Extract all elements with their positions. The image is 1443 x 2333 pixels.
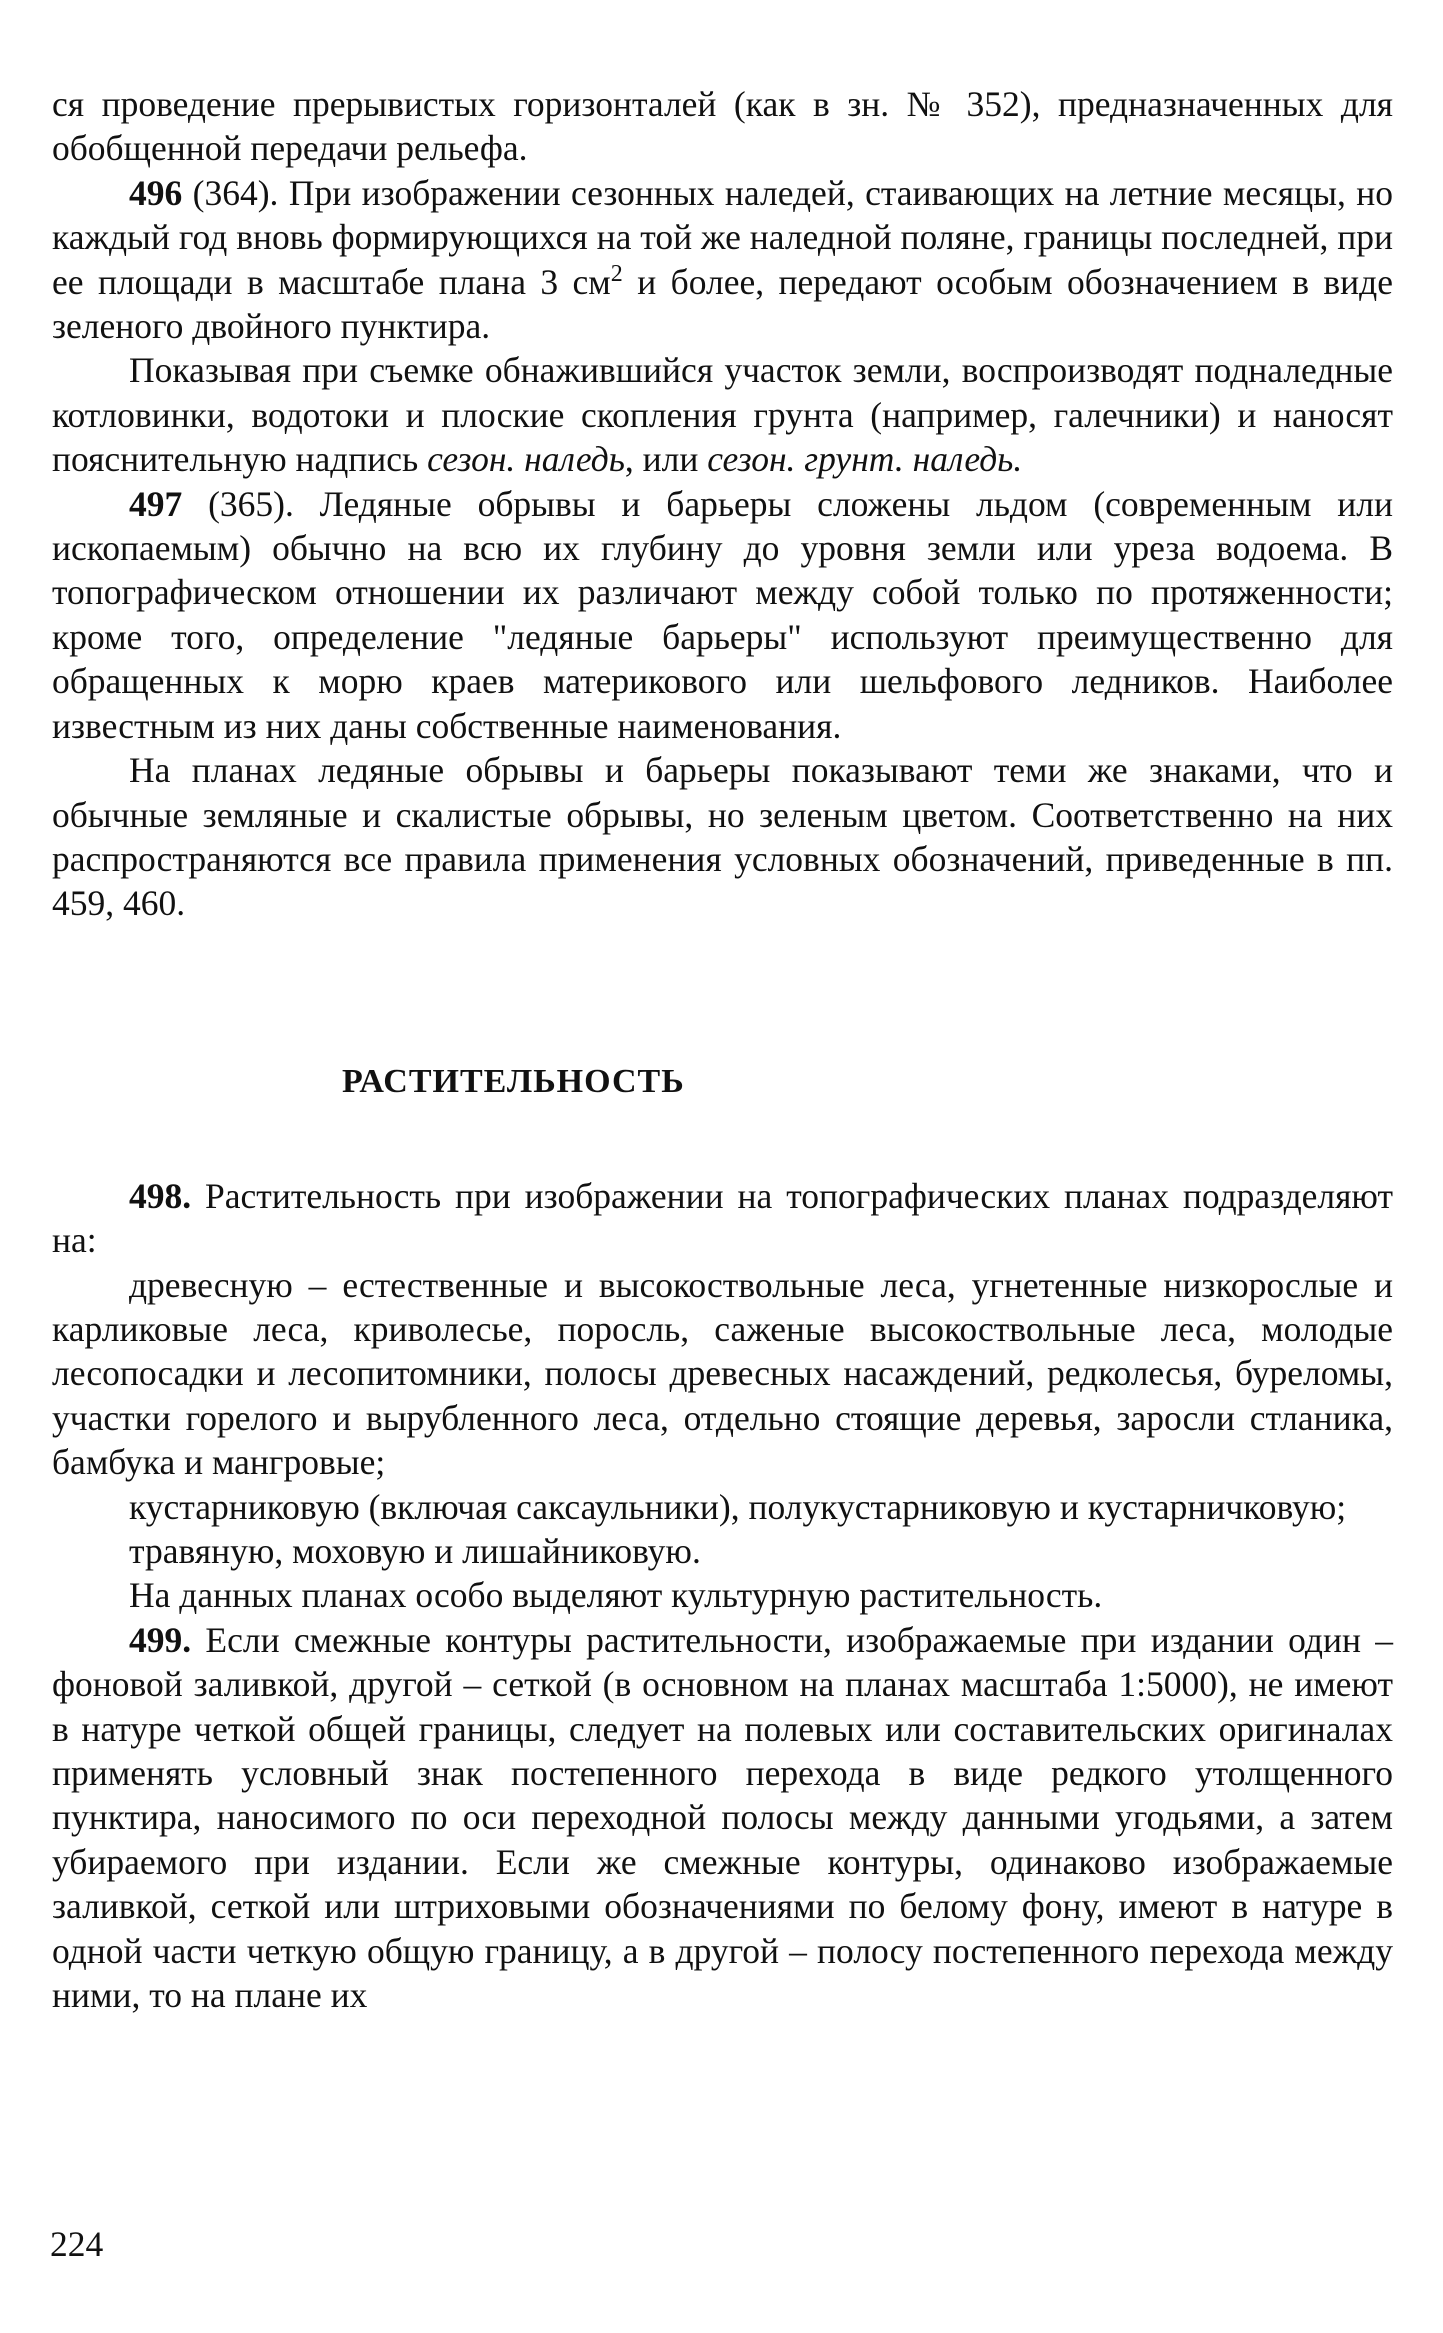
section-heading: РАСТИТЕЛЬНОСТЬ (342, 1062, 685, 1100)
paragraph-text: (365). Ледяные обрывы и барьеры сложены льдом (современным или ископаемым) обычно на всю их глубину до уровня земли или уреза водоема. В топографическом отношении их различают между собой только по протяженности; кроме того, определение "ледяные барьеры" используют преимущественно для обращенных к морю краев материкового или шельфового ледников. Наиболее известным из них даны собственные наименования. (52, 483, 1393, 746)
paragraph-text: и более, передают особым обозначением в виде зеленого двойного пунктира. (52, 261, 1393, 347)
paragraph-496 (52, 171, 1393, 349)
paragraph-cultural: На данных планах особо выделяют культурную растительность. (129, 1575, 1103, 1616)
page-number: 224 (50, 2224, 104, 2264)
paragraph-ice-cliffs: На планах ледяные обрывы и барьеры показывают теми же знаками, что и обычные земляные и скалистые обрывы, но зеленым цветом. Соответственно на них распространяются все правила применения условных обозначений, приведенные в пп. 459, 460. (52, 750, 1393, 924)
superscript: 2 (610, 260, 623, 287)
paragraph-497 (52, 482, 1393, 748)
paragraph-text: Показывая при съемке обнажившийся участок земли, воспроизводят подналедные котловинки, водотоки и плоские скопления грунта (например, галечники) и наносят пояснительную надпись (52, 350, 1393, 480)
paragraph-text: Растительность при изображении на топографических планах подразделяют на: (52, 1175, 1393, 1261)
paragraph-text: (364). При изображении сезонных наледей, стаивающих на летние месяцы, но каждый год вновь формирующихся на той же наледной поляне, границы последней, при ее площади в масштабе плана 3 см (52, 172, 1393, 302)
italic-label: сезон. грунт. наледь. (707, 439, 1023, 480)
italic-label: сезон. наледь (427, 439, 625, 480)
paragraph-woody: древесную – естественные и высокоствольные леса, угнетенные низкорослые и карликовые леса, криволесье, поросль, саженые высокоствольные леса, молодые лесопосадки и лесопитомники, полосы древесных насаждений, редколесья, буреломы, участки горелого и вырубленного леса, отдельно стоящие деревья, заросли стланика, бамбука и мангровые; (52, 1264, 1393, 1483)
paragraph-exposed-ground (52, 348, 1393, 481)
paragraph-498 (52, 1174, 1393, 1263)
paragraph-continuation: ся проведение прерывистых горизонталей (как в зн. № 352), предназначенных для обобщенной передачи рельефа. (52, 84, 1393, 169)
section-number: 497 (129, 483, 183, 524)
paragraph-grass: травяную, моховую и лишайниковую. (129, 1530, 701, 1571)
section-number: 499. (129, 1619, 192, 1660)
paragraph-shrub: кустарниковую (включая саксаульники), полукустарниковую и кустарничковую; (129, 1486, 1347, 1527)
section-number: 496 (129, 172, 183, 213)
section-number: 498. (129, 1175, 192, 1216)
paragraph-text: , или (624, 439, 708, 480)
paragraph-text: Если смежные контуры растительности, изображаемые при издании один – фоновой заливкой, другой – сеткой (в основном на планах масштаба 1:5000), не имеют в натуре четкой общей границы, следует на полевых или составительских оригиналах применять условный знак постепенного перехода в виде редкого утолщенного пунктира, наносимого по оси переходной полосы между данными угодьями, а затем убираемого при издании. Если же смежные контуры, одинаково изображаемые заливкой, сеткой или штриховыми обозначениями по белому фону, имеют в натуре в одной части четкую общую границу, а в другой – полосу постепенного перехода между ними, то на плане их (52, 1619, 1393, 2016)
paragraph-499 (52, 1618, 1393, 2018)
